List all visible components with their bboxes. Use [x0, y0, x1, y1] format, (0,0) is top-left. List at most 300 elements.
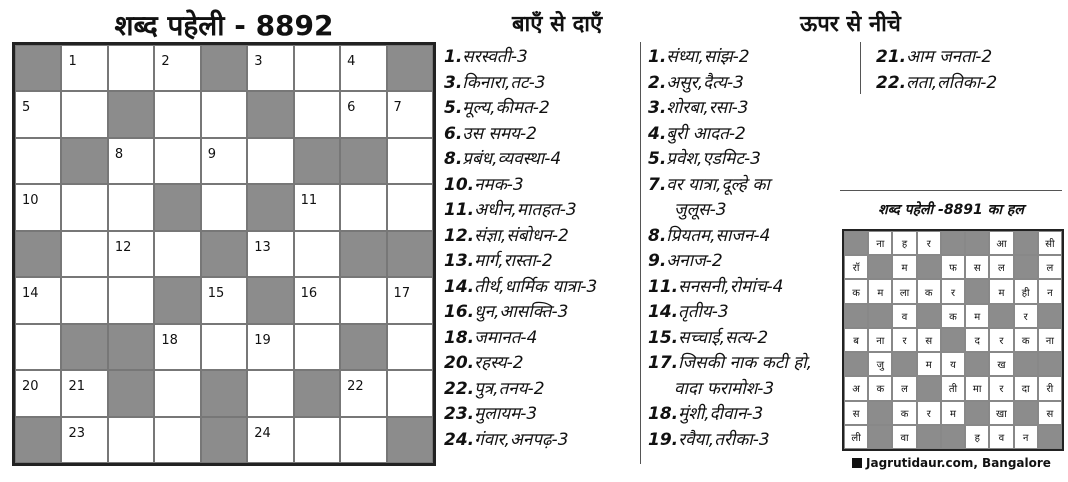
puzzle-title: शब्द पहेली - 8892	[114, 9, 334, 42]
clue-text: किनारा,तट-3	[462, 72, 546, 93]
cell-number: 9	[207, 146, 217, 162]
clue-item	[648, 249, 812, 275]
clue-number: 11.	[444, 200, 475, 220]
clue-item	[648, 147, 812, 173]
black-cell	[340, 324, 386, 370]
across-clues	[444, 45, 597, 453]
solution-cell: ल	[1038, 255, 1062, 279]
clue-number: 13.	[444, 251, 475, 271]
clue-text: उस समय-2	[462, 123, 537, 144]
cell-number: 16	[300, 286, 318, 302]
grid-cell[interactable]	[340, 277, 386, 323]
clue-item	[648, 96, 812, 122]
cell-number: 17	[393, 286, 411, 302]
grid-cell[interactable]	[154, 370, 200, 416]
clue-number: 22.	[876, 72, 907, 93]
solution-cell: क	[1014, 328, 1038, 352]
cell-number: 19	[254, 332, 271, 348]
clue-item	[444, 326, 597, 352]
grid-cell[interactable]	[387, 138, 433, 184]
solution-cell: मा	[965, 376, 989, 400]
grid-cell[interactable]	[340, 91, 386, 137]
clue-text: गंवार,अनपढ़-3	[474, 429, 569, 450]
solution-cell: स	[1038, 401, 1062, 425]
black-cell	[247, 277, 293, 323]
clue-text: प्रबंध,व्यवस्था-4	[462, 149, 562, 169]
solution-cell: दा	[1014, 376, 1038, 400]
clue-text: प्रवेश,एडमिट-3	[666, 149, 761, 169]
previous-solution-grid	[842, 229, 1064, 451]
black-cell	[247, 91, 293, 137]
solution-cell: ना	[868, 328, 892, 352]
solution-cell: ती	[941, 376, 965, 400]
clue-item	[648, 275, 812, 301]
grid-cell[interactable]	[294, 45, 340, 91]
grid-cell[interactable]	[340, 184, 386, 230]
clue-item	[444, 351, 597, 377]
cell-number: 12	[114, 239, 132, 255]
black-cell	[387, 231, 433, 277]
solution-cell: रॉ	[844, 255, 868, 279]
solution-black-cell	[965, 401, 989, 425]
solution-cell: ह	[892, 231, 916, 255]
solution-black-cell	[1014, 255, 1038, 279]
clue-item	[444, 45, 597, 71]
clue-number: 22.	[444, 378, 475, 399]
solution-cell: अ	[844, 376, 868, 400]
solution-cell: जु	[868, 352, 892, 376]
grid-cell[interactable]	[61, 277, 107, 323]
solution-cell: म	[868, 279, 892, 303]
grid-cell[interactable]	[15, 91, 61, 137]
solution-title: शब्द पहेली -8891 का हल	[878, 202, 1024, 218]
solution-cell: सी	[1038, 231, 1062, 255]
clue-item	[648, 402, 812, 428]
solution-cell: र	[989, 328, 1013, 352]
clue-item	[444, 96, 597, 122]
solution-cell: क	[844, 279, 868, 303]
clue-number: 4.	[648, 123, 667, 144]
clue-item	[444, 71, 597, 97]
solution-cell: ना	[1038, 328, 1062, 352]
clue-text: अधीन,मातहत-3	[474, 200, 577, 220]
cell-number: 11	[300, 193, 318, 209]
solution-black-cell	[917, 304, 941, 328]
grid-cell[interactable]	[15, 184, 61, 230]
cell-number: 14	[22, 286, 39, 302]
grid-cell[interactable]	[340, 45, 386, 91]
across-heading: बाएँ से दाएँ	[512, 12, 603, 37]
clue-number: 8.	[444, 149, 463, 169]
black-cell	[201, 417, 247, 463]
solution-black-cell	[1038, 352, 1062, 376]
grid-cell[interactable]	[154, 45, 200, 91]
clue-item	[648, 351, 812, 377]
solution-black-cell	[868, 304, 892, 328]
grid-cell[interactable]	[15, 370, 61, 416]
cell-number: 7	[393, 100, 402, 116]
grid-cell[interactable]	[201, 138, 247, 184]
black-cell	[15, 45, 61, 91]
cell-number: 24	[254, 425, 271, 441]
black-cell	[201, 231, 247, 277]
clue-number: 1.	[444, 47, 463, 67]
solution-cell: क	[892, 401, 916, 425]
clue-number: 21.	[876, 47, 907, 67]
clue-number: 11.	[648, 276, 679, 297]
solution-cell: री	[1038, 376, 1062, 400]
grid-cell[interactable]	[387, 324, 433, 370]
black-cell	[387, 417, 433, 463]
grid-cell[interactable]	[154, 324, 200, 370]
clue-item	[444, 122, 597, 148]
grid-cell[interactable]	[387, 91, 433, 137]
clue-text: मूल्य,कीमत-2	[462, 98, 550, 118]
solution-black-cell	[965, 231, 989, 255]
clue-item	[876, 71, 997, 97]
clue-number: 17.	[648, 353, 679, 373]
black-cell	[387, 45, 433, 91]
grid-cell[interactable]	[247, 231, 293, 277]
clue-text: शोरबा,रसा-3	[666, 98, 749, 118]
solution-cell: ली	[844, 425, 868, 449]
solution-cell: म	[965, 304, 989, 328]
clue-item	[648, 173, 812, 199]
solution-cell: स	[965, 255, 989, 279]
grid-cell[interactable]	[108, 277, 154, 323]
clue-item	[444, 147, 597, 173]
cell-number: 13	[254, 239, 271, 255]
grid-cell[interactable]	[294, 324, 340, 370]
solution-cell: द	[965, 328, 989, 352]
solution-divider	[840, 190, 1062, 191]
square-bullet-icon	[852, 458, 862, 468]
grid-cell[interactable]	[201, 184, 247, 230]
grid-cell[interactable]	[294, 231, 340, 277]
solution-cell: ल	[989, 255, 1013, 279]
solution-cell: र	[892, 328, 916, 352]
grid-cell[interactable]	[15, 277, 61, 323]
clue-number: 8.	[648, 225, 667, 246]
solution-black-cell	[1038, 304, 1062, 328]
grid-cell[interactable]	[108, 45, 154, 91]
clue-text: रहस्य-2	[474, 353, 524, 373]
clue-item	[648, 377, 812, 403]
clue-text: सरस्वती-3	[462, 47, 528, 67]
clue-number: 9.	[648, 251, 667, 271]
clue-item	[444, 377, 597, 403]
solution-cell: ही	[1014, 279, 1038, 303]
black-cell	[108, 370, 154, 416]
clue-number: 5.	[648, 149, 667, 169]
solution-cell: क	[941, 304, 965, 328]
cell-number: 4	[347, 54, 356, 69]
clue-number: 23.	[444, 404, 475, 424]
solution-black-cell	[868, 255, 892, 279]
black-cell	[340, 138, 386, 184]
grid-cell[interactable]	[247, 417, 293, 463]
crossword-grid[interactable]	[12, 42, 436, 466]
black-cell	[201, 45, 247, 91]
clue-number: 5.	[444, 98, 463, 118]
black-cell	[247, 184, 293, 230]
cell-number: 23	[68, 425, 85, 441]
clue-item	[444, 300, 597, 326]
solution-cell: ख	[989, 352, 1013, 376]
clue-item	[444, 249, 597, 275]
cell-number: 18	[161, 332, 178, 348]
clue-item	[648, 198, 812, 224]
solution-black-cell	[892, 352, 916, 376]
grid-cell[interactable]	[108, 231, 154, 277]
grid-cell[interactable]	[247, 324, 293, 370]
clue-number: 10.	[444, 174, 475, 195]
solution-black-cell	[1038, 425, 1062, 449]
clue-item	[444, 275, 597, 301]
solution-cell: खा	[989, 401, 1013, 425]
solution-cell: क	[868, 376, 892, 400]
solution-black-cell	[844, 352, 868, 376]
grid-cell[interactable]	[294, 277, 340, 323]
clue-number: 6.	[444, 123, 463, 144]
clue-text: लता,लतिका-2	[906, 72, 998, 93]
cell-number: 21	[68, 379, 85, 395]
clue-item	[444, 402, 597, 428]
clue-text: नमक-3	[474, 174, 524, 195]
grid-cell[interactable]	[387, 184, 433, 230]
solution-cell: न	[1014, 425, 1038, 449]
grid-cell[interactable]	[15, 324, 61, 370]
solution-cell: र	[1014, 304, 1038, 328]
clue-number: 15.	[648, 327, 679, 348]
clue-text: आम जनता-2	[906, 47, 993, 67]
solution-black-cell	[1014, 352, 1038, 376]
solution-black-cell	[941, 425, 965, 449]
solution-cell: र	[917, 401, 941, 425]
grid-cell[interactable]	[154, 417, 200, 463]
black-cell	[294, 370, 340, 416]
solution-black-cell	[917, 425, 941, 449]
clue-number: 18.	[444, 327, 475, 348]
clue-number: 12.	[444, 225, 475, 246]
solution-black-cell	[844, 304, 868, 328]
clue-item	[648, 326, 812, 352]
solution-cell: न	[1038, 279, 1062, 303]
cell-number: 8	[114, 146, 124, 162]
solution-cell: व	[892, 304, 916, 328]
solution-cell: स	[844, 401, 868, 425]
solution-black-cell	[941, 328, 965, 352]
cell-number: 10	[22, 193, 39, 209]
grid-cell[interactable]	[387, 277, 433, 323]
clue-text: असुर,दैत्य-3	[666, 72, 744, 93]
solution-cell: र	[941, 279, 965, 303]
clue-text: रवैया,तरीका-3	[678, 429, 770, 450]
down-clues-column-1	[648, 45, 812, 453]
clue-number: 18.	[648, 404, 679, 424]
clue-item	[876, 45, 997, 71]
clue-item	[444, 198, 597, 224]
grid-cell[interactable]	[340, 370, 386, 416]
down-heading: ऊपर से नीचे	[800, 12, 901, 37]
cell-number: 2	[161, 54, 170, 69]
column-divider-short	[860, 42, 861, 94]
solution-cell: ब	[844, 328, 868, 352]
grid-cell[interactable]	[61, 231, 107, 277]
clue-text: संज्ञा,संबोधन-2	[474, 225, 569, 246]
clue-text: सनसनी,रोमांच-4	[678, 276, 784, 297]
clue-text: वर यात्रा,दूल्हे का	[666, 174, 770, 195]
black-cell	[108, 324, 154, 370]
grid-cell[interactable]	[247, 138, 293, 184]
grid-cell[interactable]	[387, 370, 433, 416]
clue-text: जमानत-4	[474, 327, 538, 348]
clue-number: 24.	[444, 429, 475, 450]
solution-cell: म	[917, 352, 941, 376]
clue-number: 19.	[648, 429, 679, 450]
clue-text: प्रियतम,साजन-4	[666, 225, 771, 246]
solution-cell: ल	[892, 376, 916, 400]
black-cell	[61, 324, 107, 370]
clue-item	[648, 71, 812, 97]
clue-item	[444, 224, 597, 250]
solution-black-cell	[917, 255, 941, 279]
grid-cell[interactable]	[154, 91, 200, 137]
black-cell	[108, 91, 154, 137]
cell-number: 15	[207, 286, 225, 302]
credit-line	[852, 456, 1051, 470]
clue-item	[648, 122, 812, 148]
solution-cell: व	[989, 425, 1013, 449]
clue-text: मुलायम-3	[474, 404, 538, 424]
clue-number: 14.	[648, 302, 679, 322]
grid-cell[interactable]	[61, 184, 107, 230]
cell-number: 1	[68, 54, 77, 69]
clue-item	[444, 428, 597, 454]
clue-text: अनाज-2	[666, 251, 723, 271]
black-cell	[154, 277, 200, 323]
clue-number: 1.	[648, 47, 667, 67]
solution-cell: र	[917, 231, 941, 255]
clue-text: तीर्थ,धार्मिक यात्रा-3	[474, 276, 598, 297]
clue-text: बुरी आदत-2	[666, 123, 746, 144]
grid-cell[interactable]	[294, 184, 340, 230]
cell-number: 22	[347, 379, 364, 395]
solution-black-cell	[844, 231, 868, 255]
column-divider	[640, 42, 641, 464]
solution-black-cell	[989, 304, 1013, 328]
grid-cell[interactable]	[108, 138, 154, 184]
cell-number: 20	[22, 379, 39, 395]
clue-number: 3.	[648, 98, 667, 118]
clue-text: जुलूस-3	[674, 200, 727, 220]
clue-text: तृतीय-3	[678, 302, 729, 322]
black-cell	[154, 184, 200, 230]
clue-text: पुत्र,तनय-2	[474, 378, 545, 399]
black-cell	[294, 138, 340, 184]
cell-number: 5	[22, 100, 31, 116]
grid-cell[interactable]	[61, 370, 107, 416]
solution-black-cell	[965, 279, 989, 303]
grid-cell[interactable]	[154, 138, 200, 184]
clue-text: मुंशी,दीवान-3	[678, 404, 764, 424]
grid-cell[interactable]	[247, 370, 293, 416]
solution-black-cell	[917, 376, 941, 400]
solution-cell: ह	[965, 425, 989, 449]
grid-cell[interactable]	[61, 45, 107, 91]
solution-cell: स	[917, 328, 941, 352]
grid-cell[interactable]	[201, 91, 247, 137]
solution-black-cell	[1014, 401, 1038, 425]
cell-number: 6	[347, 100, 356, 116]
black-cell	[340, 231, 386, 277]
grid-cell[interactable]	[154, 231, 200, 277]
clue-number: 14.	[444, 276, 475, 297]
black-cell	[61, 138, 107, 184]
grid-cell[interactable]	[294, 91, 340, 137]
grid-cell[interactable]	[108, 417, 154, 463]
solution-cell: आ	[989, 231, 1013, 255]
clue-item	[648, 428, 812, 454]
solution-black-cell	[941, 231, 965, 255]
clue-item	[648, 300, 812, 326]
grid-cell[interactable]	[61, 417, 107, 463]
grid-cell[interactable]	[201, 277, 247, 323]
grid-cell[interactable]	[108, 184, 154, 230]
clue-number: 2.	[648, 72, 667, 93]
grid-cell[interactable]	[340, 417, 386, 463]
grid-cell[interactable]	[15, 138, 61, 184]
clue-number: 7.	[648, 174, 667, 195]
clue-text: वादा फरामोश-3	[674, 378, 775, 399]
grid-cell[interactable]	[61, 91, 107, 137]
clue-item	[648, 224, 812, 250]
grid-cell[interactable]	[201, 324, 247, 370]
clue-text: जिसकी नाक कटी हो,	[678, 353, 813, 373]
solution-cell: म	[941, 401, 965, 425]
solution-cell: फ	[941, 255, 965, 279]
black-cell	[201, 370, 247, 416]
clue-number: 3.	[444, 72, 463, 93]
down-clues-column-2	[876, 45, 997, 96]
clue-number: 16.	[444, 302, 475, 322]
solution-cell: ला	[892, 279, 916, 303]
solution-cell: म	[989, 279, 1013, 303]
solution-cell: क	[917, 279, 941, 303]
credit-text: Jagrutidaur.com, Bangalore	[866, 456, 1051, 470]
clue-item	[444, 173, 597, 199]
solution-cell: म	[892, 255, 916, 279]
solution-black-cell	[965, 352, 989, 376]
clue-text: मार्ग,रास्ता-2	[474, 251, 553, 271]
clue-item	[648, 45, 812, 71]
clue-text: संध्या,सांझ-2	[666, 47, 750, 67]
solution-cell: र	[989, 376, 1013, 400]
black-cell	[15, 231, 61, 277]
solution-cell: वा	[892, 425, 916, 449]
grid-cell[interactable]	[294, 417, 340, 463]
solution-cell: य	[941, 352, 965, 376]
solution-cell: ना	[868, 231, 892, 255]
solution-black-cell	[868, 425, 892, 449]
grid-cell[interactable]	[247, 45, 293, 91]
cell-number: 3	[254, 54, 263, 69]
black-cell	[15, 417, 61, 463]
solution-black-cell	[1014, 231, 1038, 255]
clue-text: सच्चाई,सत्य-2	[678, 327, 769, 348]
clue-number: 20.	[444, 353, 475, 373]
solution-black-cell	[868, 401, 892, 425]
